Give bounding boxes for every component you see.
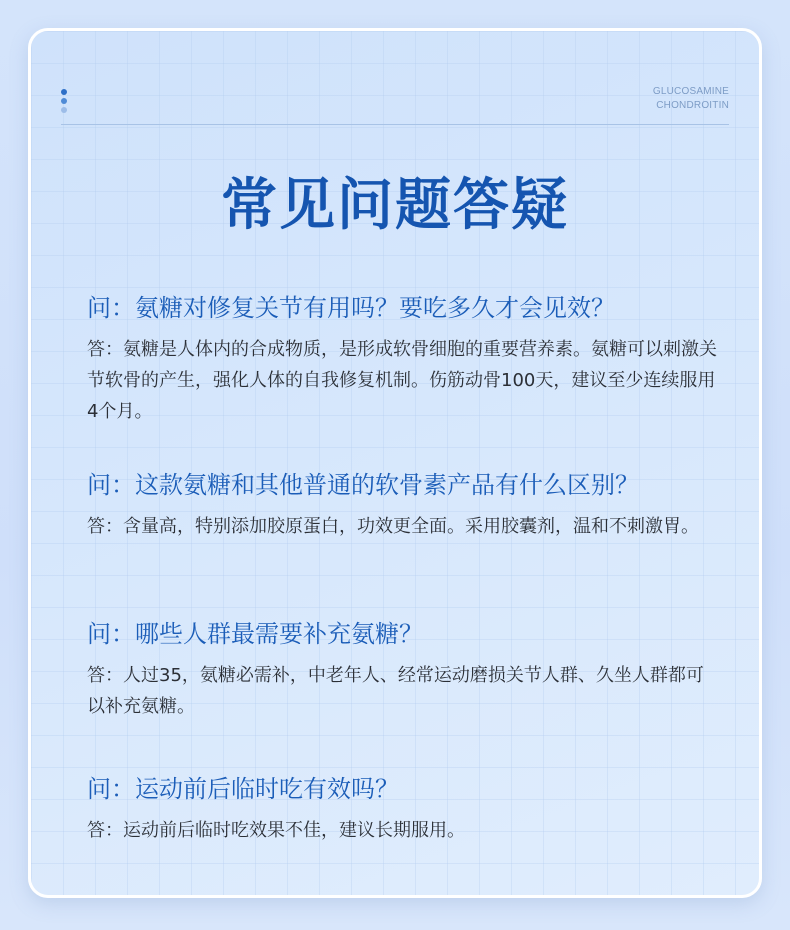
- faq-item: [87, 617, 717, 722]
- faq-question: 问：这款氨糖和其他普通的软骨素产品有什么区别？: [87, 471, 639, 499]
- tagline-line-2: CHONDROITIN: [656, 100, 729, 111]
- faq-question: 问：运动前后临时吃有效吗？: [87, 775, 399, 803]
- faq-card: [28, 28, 762, 898]
- faq-answer: 答：氨糖是人体内的合成物质，是形成软骨细胞的重要营养素。氨糖可以刺激关节软骨的产生，强化人体的自我修复机制。伤筋动骨100天，建议至少连续服用4个月。: [87, 339, 717, 422]
- faq-answer: 答：运动前后临时吃效果不佳，建议长期服用。: [87, 820, 465, 841]
- faq-item: [87, 468, 717, 542]
- faq-item: [87, 772, 717, 846]
- faq-question: 问：哪些人群最需要补充氨糖？: [87, 620, 423, 648]
- tagline-line-1: GLUCOSAMINE: [652, 86, 729, 97]
- faq-question: 问：氨糖对修复关节有用吗？要吃多久才会见效？: [87, 294, 615, 322]
- faq-item: [87, 291, 717, 427]
- page-title: 常见问题答疑: [221, 173, 569, 238]
- faq-answer: 答：含量高，特别添加胶原蛋白，功效更全面。采用胶囊剂，温和不刺激胃。: [87, 516, 699, 537]
- brand-tagline: [653, 85, 729, 113]
- decorative-dots-icon: [61, 89, 67, 116]
- header-divider: [61, 124, 729, 125]
- faq-answer: 答：人过35，氨糖必需补，中老年人、经常运动磨损关节人群、久坐人群都可以补充氨糖。: [87, 665, 704, 717]
